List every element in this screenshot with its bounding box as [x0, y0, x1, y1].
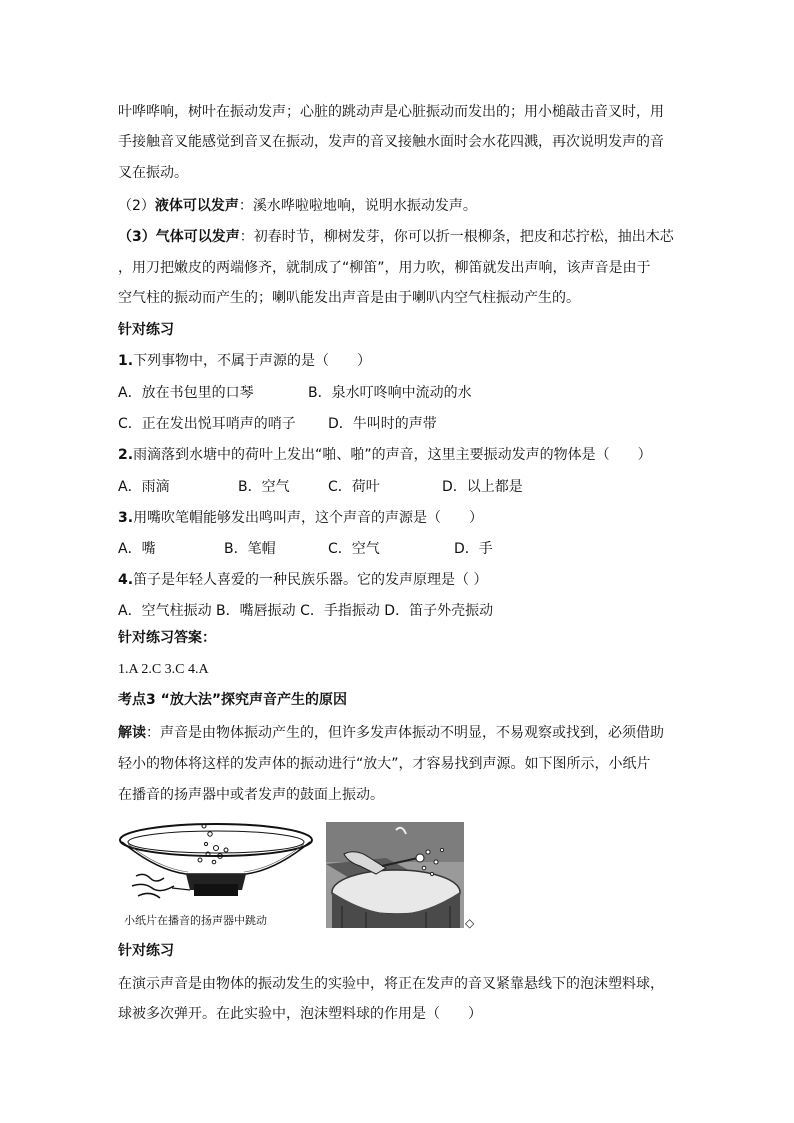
- practice-heading-2: 针对练习: [118, 943, 174, 959]
- liquid-text: ：溪水哗啦啦地响，说明水振动发声。: [238, 198, 477, 214]
- q2-text: 雨滴落到水塘中的荷叶上发出“啪、啪”的声音，这里主要振动发声的物体是（ ）: [133, 447, 652, 463]
- intro-line-3: 叉在振动。: [118, 165, 188, 181]
- gas-line-1: [118, 227, 674, 247]
- figure-mark: ◇: [465, 916, 475, 930]
- q3-number: 3.: [118, 510, 134, 526]
- q4-text: 笛子是年轻人喜爱的一种民族乐器。它的发声原理是（ ）: [133, 572, 488, 588]
- q3-option-c: C．空气: [328, 541, 380, 557]
- question-2: [118, 445, 652, 465]
- kaodian-line-2: 轻小的物体将这样的发声体的振动进行“放大”，才容易找到声源。如下图所示，小纸片: [118, 756, 651, 772]
- q2-option-a: A．雨滴: [118, 479, 170, 495]
- answers-heading: 针对练习答案：: [118, 630, 216, 646]
- kaodian-text-1: ：声音是由物体振动产生的，但许多发声体振动不明显，不易观察或找到，必须借助: [146, 725, 664, 741]
- intro-line-1: 叶哗哗响，树叶在振动发声；心脏的跳动声是心脏振动而发出的；用小槌敲击音叉时，用: [118, 104, 664, 120]
- q3-option-a: A．嘴: [118, 541, 156, 557]
- q2-option-d: D．以上都是: [442, 479, 523, 495]
- q1-option-c: C．正在发出悦耳哨声的哨子: [118, 416, 296, 432]
- q3-option-b: B．笔帽: [224, 541, 276, 557]
- gas-line-2: ，用刀把嫩皮的两端修齐，就制成了“柳笛”，用力吹，柳笛就发出声响，该声音是由于: [118, 260, 651, 276]
- q1-number: 1.: [118, 353, 134, 369]
- gas-line-3: 空气柱的振动而产生的；喇叭能发出声音是由于喇叭内空气柱振动产生的。: [118, 290, 580, 306]
- answers-text: 1.A 2.C 3.C 4.A: [118, 662, 209, 677]
- q3-text: 用嘴吹笔帽能够发出鸣叫声，这个声音的声源是（ ）: [133, 510, 484, 526]
- practice-heading-1: 针对练习: [118, 322, 174, 338]
- gas-text-1: ：初春时节，柳树发芽，你可以折一根柳条，把皮和芯拧松，抽出木芯: [239, 229, 674, 245]
- liquid-prefix: （2）: [118, 198, 155, 214]
- q4-number: 4.: [118, 572, 134, 588]
- q2-option-b: B．空气: [238, 479, 290, 495]
- intro-line-2: 手接触音叉能感觉到音叉在振动，发声的音叉接触水面时会水花四溅，再次说明发声的音: [118, 134, 664, 150]
- q1-option-a: A．放在书包里的口琴: [118, 385, 254, 401]
- kaodian-label: 解读: [118, 725, 146, 741]
- q1-option-d: D．牛叫时的声带: [328, 416, 437, 432]
- q4-options: A．空气柱振动 B．嘴唇振动 C．手指振动 D．笛子外壳振动: [118, 603, 494, 619]
- liquid-heading: 液体可以发声: [154, 198, 239, 214]
- gas-heading: （3）气体可以发声: [118, 229, 240, 245]
- q3-option-d: D．手: [454, 541, 493, 557]
- question-3: [118, 508, 483, 528]
- drum-photo: [326, 822, 464, 928]
- practice2-line-2: 球被多次弹开。在此实验中，泡沫塑料球的作用是（ ）: [118, 1006, 482, 1022]
- kaodian-title: 考点3 “放大法”探究声音产生的原因: [118, 692, 348, 708]
- practice2-line-1: 在演示声音是由物体的振动发生的实验中，将正在发声的音叉紧靠悬线下的泡沫塑料球，: [118, 976, 664, 992]
- liquid-paragraph: [118, 196, 477, 216]
- question-1: [118, 351, 371, 371]
- q1-text: 下列事物中，不属于声源的是（ ）: [133, 353, 372, 369]
- kaodian-line-3: 在播音的扬声器中或者发声的鼓面上振动。: [118, 787, 384, 803]
- figure-caption: 小纸片在播音的扬声器中跳动: [124, 914, 267, 927]
- question-4: [118, 570, 488, 590]
- q2-number: 2.: [118, 447, 134, 463]
- q2-option-c: C．荷叶: [328, 479, 380, 495]
- q1-option-b: B．泉水叮咚响中流动的水: [308, 385, 472, 401]
- kaodian-line-1: [118, 723, 664, 743]
